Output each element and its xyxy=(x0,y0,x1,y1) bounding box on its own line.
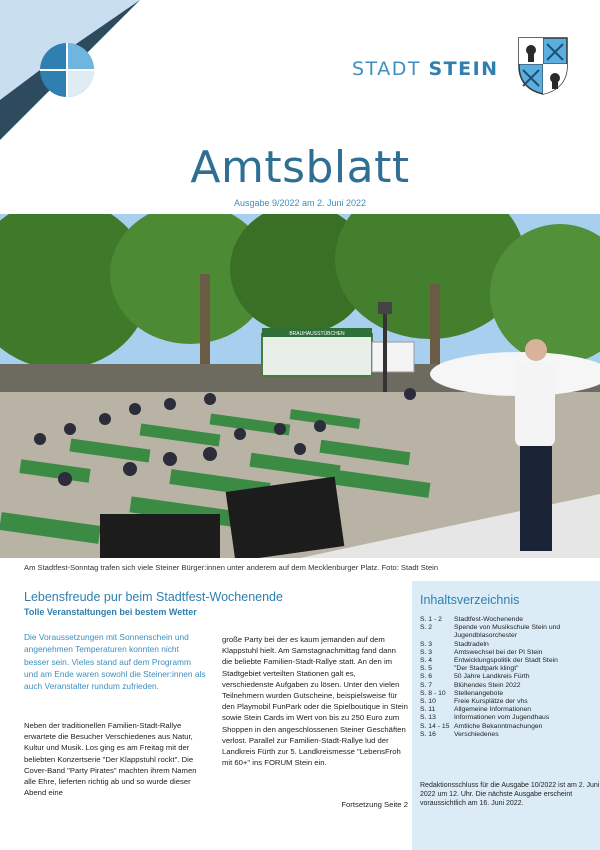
toc-list xyxy=(420,616,598,739)
toc-label: Allgemeine Informationen xyxy=(454,706,532,714)
article-body-col2: große Party bei der es kaum jemanden auf dem Klappstuhl hielt. Am Samstagnachmittag fand dann die beliebte Familien-Stadt-Rallye statt. An den im Stadtgebiet verteilten Stationen galt es, verschiedenste Aufgaben zu lösen. Unter den vielen Teilnehmern wurden Gutscheine, beispielsweise für den Playmobil FunPark oder die Spielboutique in Stein sowie Stein Cards im Wert von bis zu 250 Euro zum Shoppen in den angeschlossenen Steiner Geschäften verlost. Parallel zur Familien-Stadt-Rallye lud der Landkreis Fürth zur 5. Landkreismesse "LebensFroh mit 60+" ins FORUM Stein ein. xyxy=(222,635,408,768)
toc-item[interactable] xyxy=(420,690,598,698)
toc-page: S. 6 xyxy=(420,673,433,681)
toc-item[interactable] xyxy=(420,641,598,649)
toc-page: S. 3 xyxy=(420,648,433,656)
toc-item[interactable] xyxy=(420,665,598,673)
toc-item[interactable] xyxy=(420,706,598,714)
editorial-deadline-note: Redaktionsschluss für die Ausgabe 10/2022 ist am 2. Juni 2022 um 12. Uhr. Die nächste Ausgabe erscheint voraussichtlich am 16. Juni 2022. xyxy=(420,782,600,808)
toc-item[interactable] xyxy=(420,714,598,722)
toc-page: S. 5 xyxy=(420,665,433,673)
toc-item[interactable] xyxy=(420,698,598,706)
toc-page: S. 3 xyxy=(420,640,433,648)
toc-page: S. 10 xyxy=(420,698,436,706)
table-of-contents xyxy=(412,581,600,850)
toc-item[interactable] xyxy=(420,731,598,739)
city-brand xyxy=(352,58,499,80)
toc-label: Stadtfest-Wochenende xyxy=(454,616,524,623)
toc-page: S. 16 xyxy=(420,730,436,738)
toc-label: "Der Stadtpark klingt" xyxy=(454,665,519,673)
toc-item[interactable] xyxy=(420,624,598,640)
article-subtitle: Tolle Veranstaltungen bei bestem Wetter xyxy=(24,607,197,617)
toc-label: Stadtradeln xyxy=(454,640,489,648)
toc-label: Verschiedenes xyxy=(454,730,499,738)
toc-label: Informationen vom Jugendhaus xyxy=(454,714,550,722)
toc-page: S. 1 - 2 xyxy=(420,616,442,623)
toc-label: Spende von Musikschule Stein und Jugendblasorchester xyxy=(454,624,561,640)
toc-label: Amtliche Bekanntmachungen xyxy=(454,722,543,730)
toc-label: Entwicklungspolitik der Stadt Stein xyxy=(454,657,558,665)
toc-label: Blühendes Stein 2022 xyxy=(454,681,521,689)
toc-label: 50 Jahre Landkreis Fürth xyxy=(454,673,530,681)
coat-of-arms-icon xyxy=(517,36,569,96)
toc-label: Amtswechsel bei der PI Stein xyxy=(454,648,543,656)
toc-item[interactable] xyxy=(420,657,598,665)
toc-item[interactable] xyxy=(420,649,598,657)
toc-page: S. 14 - 15 xyxy=(420,722,450,730)
cover-photo xyxy=(0,214,600,558)
article-lead: Die Voraussetzungen mit Sonnenschein und angenehmen Temperaturen konnten nicht besser sein. Vieles stand auf dem Programm und am Ende waren sowohl die Steiner:innen als auch Veranstalter rundum zufrieden. xyxy=(24,632,206,692)
toc-item[interactable] xyxy=(420,723,598,731)
toc-page: S. 11 xyxy=(420,706,436,714)
toc-label: Freie Kursplätze der vhs xyxy=(454,698,528,706)
toc-page: S. 7 xyxy=(420,681,433,689)
continuation-link[interactable]: Fortsetzung Seite 2 xyxy=(341,800,408,809)
brand-light: STADT xyxy=(352,58,421,80)
toc-label: Stellenangebote xyxy=(454,689,504,697)
toc-item[interactable] xyxy=(420,682,598,690)
toc-page: S. 8 - 10 xyxy=(420,689,446,697)
publication-title: Amtsblatt xyxy=(190,142,410,193)
toc-title: Inhaltsverzeichnis xyxy=(420,593,520,607)
brand-bold: STEIN xyxy=(428,58,499,80)
toc-page: S. 4 xyxy=(420,657,433,665)
article-title: Lebensfreude pur beim Stadtfest-Wochenende xyxy=(24,590,283,604)
food-stand-sign: BRAUHAUSSTÜBCHEN xyxy=(289,331,345,337)
corner-logo-graphic xyxy=(0,0,140,140)
issue-line: Ausgabe 9/2022 am 2. Juni 2022 xyxy=(233,198,367,208)
article-body-col1: Neben der traditionellen Familien-Stadt-Rallye erwartete die Besucher Verschiedenes aus Natur, Kultur und Musik. Los ging es am Freitag mit der beliebten Konzertserie "Der Klappstuhl rockt". Die Cover-Band "Party Pirates" machten ihrem Namen alle Ehre, lieferten richtig ab und so wurde dieser Abend eine xyxy=(24,721,197,798)
toc-item[interactable] xyxy=(420,616,598,624)
toc-page: S. 2 xyxy=(420,624,433,632)
toc-page: S. 13 xyxy=(420,714,436,722)
toc-item[interactable] xyxy=(420,673,598,681)
photo-caption: Am Stadtfest-Sonntag trafen sich viele Steiner Bürger:innen unter anderem auf dem Mecklenburger Platz. Foto: Stadt Stein xyxy=(24,563,439,572)
